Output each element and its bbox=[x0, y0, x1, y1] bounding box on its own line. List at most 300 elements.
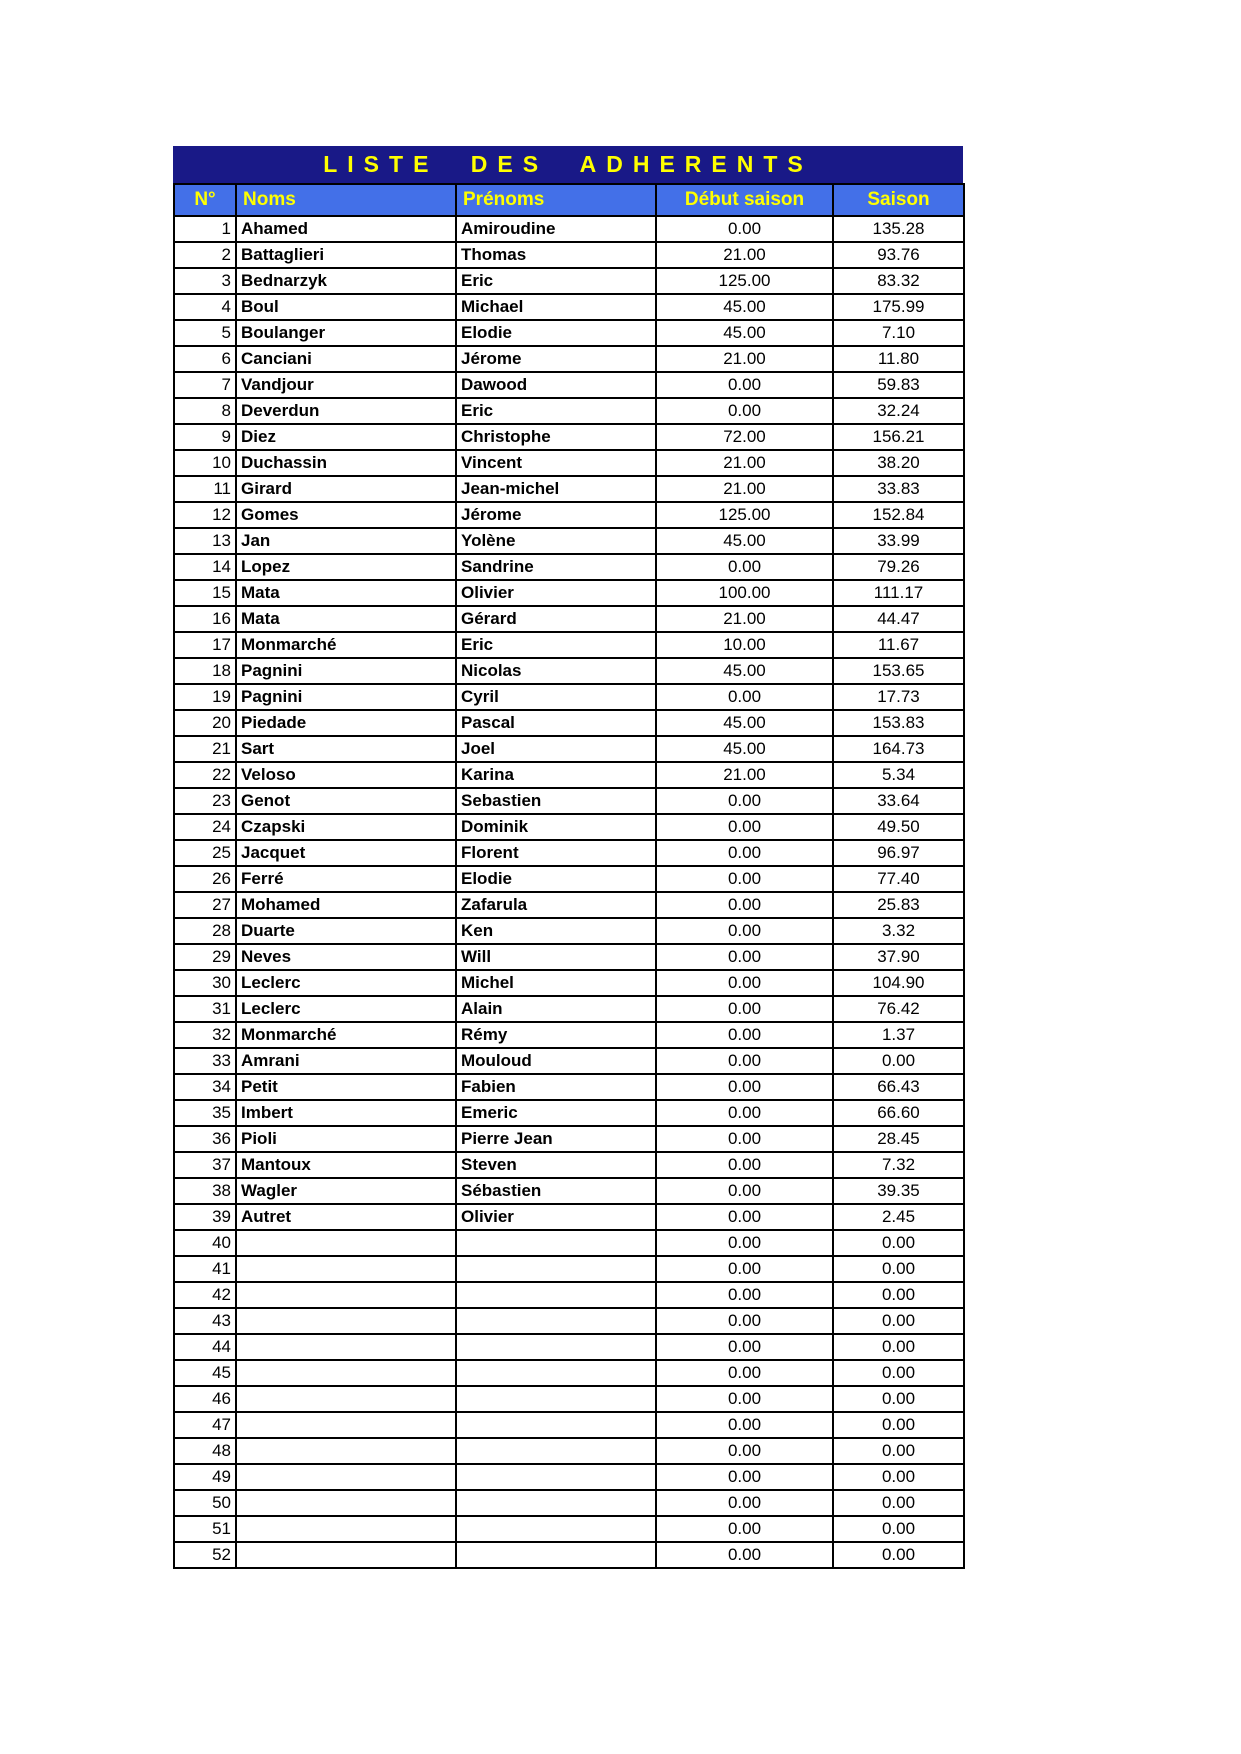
cell-prenom: Amiroudine bbox=[457, 217, 657, 243]
cell-numero: 30 bbox=[175, 971, 237, 997]
table-row bbox=[175, 451, 965, 477]
table-row bbox=[175, 1491, 965, 1517]
cell-nom: Leclerc bbox=[237, 997, 457, 1023]
cell-numero: 8 bbox=[175, 399, 237, 425]
table-row bbox=[175, 1465, 965, 1491]
cell-debut-saison: 0.00 bbox=[657, 1075, 834, 1101]
cell-debut-saison: 0.00 bbox=[657, 1465, 834, 1491]
cell-nom: Pagnini bbox=[237, 659, 457, 685]
cell-nom bbox=[237, 1543, 457, 1569]
cell-nom: Duchassin bbox=[237, 451, 457, 477]
cell-debut-saison: 0.00 bbox=[657, 1361, 834, 1387]
cell-numero: 9 bbox=[175, 425, 237, 451]
cell-prenom: Michael bbox=[457, 295, 657, 321]
table-row bbox=[175, 763, 965, 789]
cell-nom: Canciani bbox=[237, 347, 457, 373]
cell-numero: 31 bbox=[175, 997, 237, 1023]
cell-saison: 0.00 bbox=[834, 1491, 965, 1517]
cell-saison: 49.50 bbox=[834, 815, 965, 841]
cell-nom: Battaglieri bbox=[237, 243, 457, 269]
cell-nom bbox=[237, 1309, 457, 1335]
cell-nom: Diez bbox=[237, 425, 457, 451]
cell-numero: 23 bbox=[175, 789, 237, 815]
cell-numero: 43 bbox=[175, 1309, 237, 1335]
cell-saison: 164.73 bbox=[834, 737, 965, 763]
list-title: LISTE DES ADHERENTS bbox=[173, 146, 963, 183]
cell-debut-saison: 45.00 bbox=[657, 737, 834, 763]
cell-debut-saison: 0.00 bbox=[657, 1335, 834, 1361]
cell-saison: 37.90 bbox=[834, 945, 965, 971]
cell-saison: 66.60 bbox=[834, 1101, 965, 1127]
cell-numero: 21 bbox=[175, 737, 237, 763]
table-row bbox=[175, 1413, 965, 1439]
cell-saison: 153.65 bbox=[834, 659, 965, 685]
cell-debut-saison: 0.00 bbox=[657, 1517, 834, 1543]
cell-debut-saison: 0.00 bbox=[657, 1439, 834, 1465]
cell-prenom: Nicolas bbox=[457, 659, 657, 685]
table-row bbox=[175, 971, 965, 997]
cell-debut-saison: 0.00 bbox=[657, 1049, 834, 1075]
cell-numero: 28 bbox=[175, 919, 237, 945]
cell-saison: 0.00 bbox=[834, 1517, 965, 1543]
cell-prenom: Thomas bbox=[457, 243, 657, 269]
cell-prenom: Sandrine bbox=[457, 555, 657, 581]
table-row bbox=[175, 711, 965, 737]
table-row bbox=[175, 1179, 965, 1205]
cell-saison: 33.99 bbox=[834, 529, 965, 555]
table-row bbox=[175, 997, 965, 1023]
cell-saison: 83.32 bbox=[834, 269, 965, 295]
cell-prenom bbox=[457, 1387, 657, 1413]
table-row bbox=[175, 659, 965, 685]
cell-numero: 10 bbox=[175, 451, 237, 477]
cell-numero: 37 bbox=[175, 1153, 237, 1179]
cell-prenom: Jérome bbox=[457, 503, 657, 529]
table-row bbox=[175, 1153, 965, 1179]
cell-saison: 0.00 bbox=[834, 1413, 965, 1439]
cell-debut-saison: 0.00 bbox=[657, 373, 834, 399]
cell-nom: Vandjour bbox=[237, 373, 457, 399]
cell-nom: Mata bbox=[237, 581, 457, 607]
cell-saison: 0.00 bbox=[834, 1309, 965, 1335]
cell-prenom bbox=[457, 1491, 657, 1517]
cell-saison: 7.32 bbox=[834, 1153, 965, 1179]
cell-prenom bbox=[457, 1517, 657, 1543]
cell-nom: Ferré bbox=[237, 867, 457, 893]
cell-prenom bbox=[457, 1257, 657, 1283]
table-row bbox=[175, 841, 965, 867]
cell-nom: Neves bbox=[237, 945, 457, 971]
table-row bbox=[175, 321, 965, 347]
cell-nom bbox=[237, 1387, 457, 1413]
cell-prenom bbox=[457, 1439, 657, 1465]
cell-saison: 32.24 bbox=[834, 399, 965, 425]
cell-debut-saison: 0.00 bbox=[657, 1257, 834, 1283]
table-row bbox=[175, 477, 965, 503]
cell-numero: 41 bbox=[175, 1257, 237, 1283]
cell-numero: 39 bbox=[175, 1205, 237, 1231]
cell-saison: 11.80 bbox=[834, 347, 965, 373]
cell-saison: 135.28 bbox=[834, 217, 965, 243]
cell-nom: Ahamed bbox=[237, 217, 457, 243]
cell-prenom bbox=[457, 1361, 657, 1387]
cell-nom bbox=[237, 1231, 457, 1257]
cell-numero: 48 bbox=[175, 1439, 237, 1465]
cell-prenom: Alain bbox=[457, 997, 657, 1023]
table-row bbox=[175, 555, 965, 581]
cell-nom: Gomes bbox=[237, 503, 457, 529]
cell-nom bbox=[237, 1465, 457, 1491]
cell-nom: Jacquet bbox=[237, 841, 457, 867]
header-row bbox=[175, 185, 965, 217]
cell-nom: Mohamed bbox=[237, 893, 457, 919]
cell-prenom: Cyril bbox=[457, 685, 657, 711]
cell-saison: 33.64 bbox=[834, 789, 965, 815]
table-row bbox=[175, 1335, 965, 1361]
column-header-saison: Saison bbox=[834, 185, 965, 217]
cell-numero: 13 bbox=[175, 529, 237, 555]
table-row bbox=[175, 425, 965, 451]
table-row bbox=[175, 1127, 965, 1153]
cell-debut-saison: 0.00 bbox=[657, 893, 834, 919]
cell-debut-saison: 45.00 bbox=[657, 529, 834, 555]
cell-numero: 2 bbox=[175, 243, 237, 269]
members-table-body bbox=[175, 217, 965, 1569]
cell-prenom: Christophe bbox=[457, 425, 657, 451]
cell-prenom: Sébastien bbox=[457, 1179, 657, 1205]
cell-nom: Mata bbox=[237, 607, 457, 633]
cell-prenom: Steven bbox=[457, 1153, 657, 1179]
cell-prenom: Rémy bbox=[457, 1023, 657, 1049]
cell-nom: Pioli bbox=[237, 1127, 457, 1153]
cell-debut-saison: 45.00 bbox=[657, 659, 834, 685]
cell-debut-saison: 0.00 bbox=[657, 1387, 834, 1413]
cell-debut-saison: 0.00 bbox=[657, 399, 834, 425]
cell-debut-saison: 0.00 bbox=[657, 1231, 834, 1257]
cell-debut-saison: 0.00 bbox=[657, 1543, 834, 1569]
cell-numero: 38 bbox=[175, 1179, 237, 1205]
cell-nom: Veloso bbox=[237, 763, 457, 789]
cell-numero: 25 bbox=[175, 841, 237, 867]
cell-saison: 79.26 bbox=[834, 555, 965, 581]
cell-nom: Leclerc bbox=[237, 971, 457, 997]
cell-nom: Czapski bbox=[237, 815, 457, 841]
table-row bbox=[175, 633, 965, 659]
cell-saison: 111.17 bbox=[834, 581, 965, 607]
cell-numero: 29 bbox=[175, 945, 237, 971]
cell-prenom bbox=[457, 1283, 657, 1309]
cell-saison: 0.00 bbox=[834, 1387, 965, 1413]
cell-nom: Boul bbox=[237, 295, 457, 321]
cell-numero: 27 bbox=[175, 893, 237, 919]
table-row bbox=[175, 737, 965, 763]
cell-numero: 11 bbox=[175, 477, 237, 503]
table-row bbox=[175, 1023, 965, 1049]
cell-nom bbox=[237, 1361, 457, 1387]
cell-prenom bbox=[457, 1413, 657, 1439]
cell-prenom: Olivier bbox=[457, 1205, 657, 1231]
cell-saison: 77.40 bbox=[834, 867, 965, 893]
cell-saison: 66.43 bbox=[834, 1075, 965, 1101]
cell-debut-saison: 0.00 bbox=[657, 1179, 834, 1205]
cell-saison: 152.84 bbox=[834, 503, 965, 529]
cell-saison: 96.97 bbox=[834, 841, 965, 867]
table-row bbox=[175, 1517, 965, 1543]
cell-prenom bbox=[457, 1543, 657, 1569]
cell-debut-saison: 0.00 bbox=[657, 971, 834, 997]
cell-prenom: Jean-michel bbox=[457, 477, 657, 503]
cell-debut-saison: 0.00 bbox=[657, 841, 834, 867]
cell-saison: 156.21 bbox=[834, 425, 965, 451]
cell-nom: Pagnini bbox=[237, 685, 457, 711]
cell-prenom: Olivier bbox=[457, 581, 657, 607]
table-row bbox=[175, 685, 965, 711]
cell-numero: 7 bbox=[175, 373, 237, 399]
table-row bbox=[175, 1283, 965, 1309]
cell-nom: Bednarzyk bbox=[237, 269, 457, 295]
cell-numero: 15 bbox=[175, 581, 237, 607]
cell-saison: 38.20 bbox=[834, 451, 965, 477]
cell-numero: 22 bbox=[175, 763, 237, 789]
cell-nom bbox=[237, 1335, 457, 1361]
cell-prenom: Fabien bbox=[457, 1075, 657, 1101]
cell-nom: Petit bbox=[237, 1075, 457, 1101]
cell-numero: 19 bbox=[175, 685, 237, 711]
cell-prenom: Yolène bbox=[457, 529, 657, 555]
cell-debut-saison: 21.00 bbox=[657, 451, 834, 477]
cell-prenom: Dominik bbox=[457, 815, 657, 841]
cell-numero: 17 bbox=[175, 633, 237, 659]
cell-saison: 175.99 bbox=[834, 295, 965, 321]
table-row bbox=[175, 1543, 965, 1569]
table-row bbox=[175, 1231, 965, 1257]
cell-numero: 50 bbox=[175, 1491, 237, 1517]
cell-nom bbox=[237, 1283, 457, 1309]
cell-numero: 44 bbox=[175, 1335, 237, 1361]
table-row bbox=[175, 893, 965, 919]
table-row bbox=[175, 945, 965, 971]
cell-prenom: Joel bbox=[457, 737, 657, 763]
cell-debut-saison: 0.00 bbox=[657, 1153, 834, 1179]
cell-numero: 6 bbox=[175, 347, 237, 373]
table-row bbox=[175, 867, 965, 893]
cell-debut-saison: 72.00 bbox=[657, 425, 834, 451]
cell-prenom: Karina bbox=[457, 763, 657, 789]
table-row bbox=[175, 1309, 965, 1335]
members-table-header bbox=[175, 185, 965, 217]
cell-numero: 34 bbox=[175, 1075, 237, 1101]
cell-nom bbox=[237, 1517, 457, 1543]
cell-debut-saison: 0.00 bbox=[657, 1413, 834, 1439]
cell-prenom: Elodie bbox=[457, 867, 657, 893]
cell-debut-saison: 0.00 bbox=[657, 1205, 834, 1231]
cell-debut-saison: 0.00 bbox=[657, 945, 834, 971]
cell-numero: 40 bbox=[175, 1231, 237, 1257]
column-header-numero: N° bbox=[175, 185, 237, 217]
cell-debut-saison: 0.00 bbox=[657, 1283, 834, 1309]
cell-nom: Wagler bbox=[237, 1179, 457, 1205]
cell-debut-saison: 0.00 bbox=[657, 217, 834, 243]
cell-nom: Mantoux bbox=[237, 1153, 457, 1179]
table-row bbox=[175, 269, 965, 295]
cell-numero: 46 bbox=[175, 1387, 237, 1413]
column-header-prenoms: Prénoms bbox=[457, 185, 657, 217]
cell-nom: Jan bbox=[237, 529, 457, 555]
cell-saison: 7.10 bbox=[834, 321, 965, 347]
cell-debut-saison: 100.00 bbox=[657, 581, 834, 607]
members-list bbox=[173, 146, 963, 1569]
cell-prenom bbox=[457, 1231, 657, 1257]
cell-prenom: Eric bbox=[457, 633, 657, 659]
cell-debut-saison: 125.00 bbox=[657, 503, 834, 529]
cell-numero: 35 bbox=[175, 1101, 237, 1127]
cell-prenom: Ken bbox=[457, 919, 657, 945]
cell-prenom: Zafarula bbox=[457, 893, 657, 919]
cell-prenom: Eric bbox=[457, 269, 657, 295]
cell-prenom: Vincent bbox=[457, 451, 657, 477]
cell-nom: Monmarché bbox=[237, 633, 457, 659]
cell-debut-saison: 0.00 bbox=[657, 1101, 834, 1127]
cell-nom: Autret bbox=[237, 1205, 457, 1231]
table-row bbox=[175, 1257, 965, 1283]
table-row bbox=[175, 243, 965, 269]
cell-numero: 1 bbox=[175, 217, 237, 243]
cell-saison: 0.00 bbox=[834, 1361, 965, 1387]
cell-prenom bbox=[457, 1335, 657, 1361]
cell-numero: 52 bbox=[175, 1543, 237, 1569]
cell-saison: 76.42 bbox=[834, 997, 965, 1023]
cell-numero: 5 bbox=[175, 321, 237, 347]
cell-saison: 0.00 bbox=[834, 1257, 965, 1283]
table-row bbox=[175, 217, 965, 243]
cell-saison: 0.00 bbox=[834, 1231, 965, 1257]
table-row bbox=[175, 1387, 965, 1413]
cell-saison: 11.67 bbox=[834, 633, 965, 659]
cell-prenom: Gérard bbox=[457, 607, 657, 633]
cell-prenom: Florent bbox=[457, 841, 657, 867]
cell-debut-saison: 21.00 bbox=[657, 763, 834, 789]
cell-debut-saison: 0.00 bbox=[657, 997, 834, 1023]
cell-numero: 20 bbox=[175, 711, 237, 737]
cell-saison: 25.83 bbox=[834, 893, 965, 919]
cell-prenom: Jérome bbox=[457, 347, 657, 373]
cell-saison: 5.34 bbox=[834, 763, 965, 789]
cell-prenom: Dawood bbox=[457, 373, 657, 399]
table-row bbox=[175, 815, 965, 841]
table-row bbox=[175, 399, 965, 425]
cell-numero: 47 bbox=[175, 1413, 237, 1439]
cell-saison: 104.90 bbox=[834, 971, 965, 997]
cell-nom: Girard bbox=[237, 477, 457, 503]
cell-saison: 0.00 bbox=[834, 1049, 965, 1075]
cell-saison: 28.45 bbox=[834, 1127, 965, 1153]
cell-saison: 153.83 bbox=[834, 711, 965, 737]
cell-nom: Duarte bbox=[237, 919, 457, 945]
cell-nom bbox=[237, 1257, 457, 1283]
cell-prenom: Mouloud bbox=[457, 1049, 657, 1075]
cell-debut-saison: 0.00 bbox=[657, 919, 834, 945]
cell-numero: 49 bbox=[175, 1465, 237, 1491]
cell-numero: 33 bbox=[175, 1049, 237, 1075]
table-row bbox=[175, 529, 965, 555]
cell-saison: 93.76 bbox=[834, 243, 965, 269]
cell-prenom: Eric bbox=[457, 399, 657, 425]
cell-nom bbox=[237, 1491, 457, 1517]
table-row bbox=[175, 1439, 965, 1465]
cell-debut-saison: 21.00 bbox=[657, 347, 834, 373]
cell-prenom bbox=[457, 1465, 657, 1491]
cell-nom: Boulanger bbox=[237, 321, 457, 347]
cell-debut-saison: 45.00 bbox=[657, 711, 834, 737]
cell-prenom: Pascal bbox=[457, 711, 657, 737]
table-row bbox=[175, 373, 965, 399]
cell-saison: 33.83 bbox=[834, 477, 965, 503]
cell-nom: Amrani bbox=[237, 1049, 457, 1075]
cell-debut-saison: 0.00 bbox=[657, 815, 834, 841]
cell-numero: 51 bbox=[175, 1517, 237, 1543]
cell-saison: 1.37 bbox=[834, 1023, 965, 1049]
cell-debut-saison: 21.00 bbox=[657, 477, 834, 503]
cell-numero: 4 bbox=[175, 295, 237, 321]
cell-debut-saison: 0.00 bbox=[657, 867, 834, 893]
cell-prenom: Emeric bbox=[457, 1101, 657, 1127]
cell-debut-saison: 0.00 bbox=[657, 1127, 834, 1153]
cell-saison: 44.47 bbox=[834, 607, 965, 633]
cell-numero: 24 bbox=[175, 815, 237, 841]
cell-saison: 2.45 bbox=[834, 1205, 965, 1231]
table-row bbox=[175, 919, 965, 945]
table-row bbox=[175, 503, 965, 529]
cell-numero: 18 bbox=[175, 659, 237, 685]
cell-numero: 16 bbox=[175, 607, 237, 633]
column-header-noms: Noms bbox=[237, 185, 457, 217]
table-row bbox=[175, 1101, 965, 1127]
cell-prenom: Will bbox=[457, 945, 657, 971]
cell-saison: 0.00 bbox=[834, 1283, 965, 1309]
cell-nom: Lopez bbox=[237, 555, 457, 581]
cell-nom: Genot bbox=[237, 789, 457, 815]
cell-debut-saison: 0.00 bbox=[657, 1491, 834, 1517]
cell-numero: 42 bbox=[175, 1283, 237, 1309]
cell-debut-saison: 125.00 bbox=[657, 269, 834, 295]
table-row bbox=[175, 1205, 965, 1231]
cell-numero: 45 bbox=[175, 1361, 237, 1387]
cell-numero: 32 bbox=[175, 1023, 237, 1049]
cell-debut-saison: 10.00 bbox=[657, 633, 834, 659]
cell-debut-saison: 21.00 bbox=[657, 607, 834, 633]
table-row bbox=[175, 295, 965, 321]
cell-debut-saison: 45.00 bbox=[657, 321, 834, 347]
cell-nom: Monmarché bbox=[237, 1023, 457, 1049]
cell-numero: 12 bbox=[175, 503, 237, 529]
cell-numero: 36 bbox=[175, 1127, 237, 1153]
cell-debut-saison: 21.00 bbox=[657, 243, 834, 269]
cell-saison: 39.35 bbox=[834, 1179, 965, 1205]
cell-saison: 0.00 bbox=[834, 1465, 965, 1491]
cell-debut-saison: 0.00 bbox=[657, 1023, 834, 1049]
cell-saison: 0.00 bbox=[834, 1439, 965, 1465]
cell-prenom bbox=[457, 1309, 657, 1335]
cell-debut-saison: 45.00 bbox=[657, 295, 834, 321]
table-row bbox=[175, 607, 965, 633]
cell-numero: 26 bbox=[175, 867, 237, 893]
cell-numero: 3 bbox=[175, 269, 237, 295]
cell-nom: Piedade bbox=[237, 711, 457, 737]
cell-prenom: Pierre Jean bbox=[457, 1127, 657, 1153]
table-row bbox=[175, 1361, 965, 1387]
table-row bbox=[175, 347, 965, 373]
cell-prenom: Elodie bbox=[457, 321, 657, 347]
